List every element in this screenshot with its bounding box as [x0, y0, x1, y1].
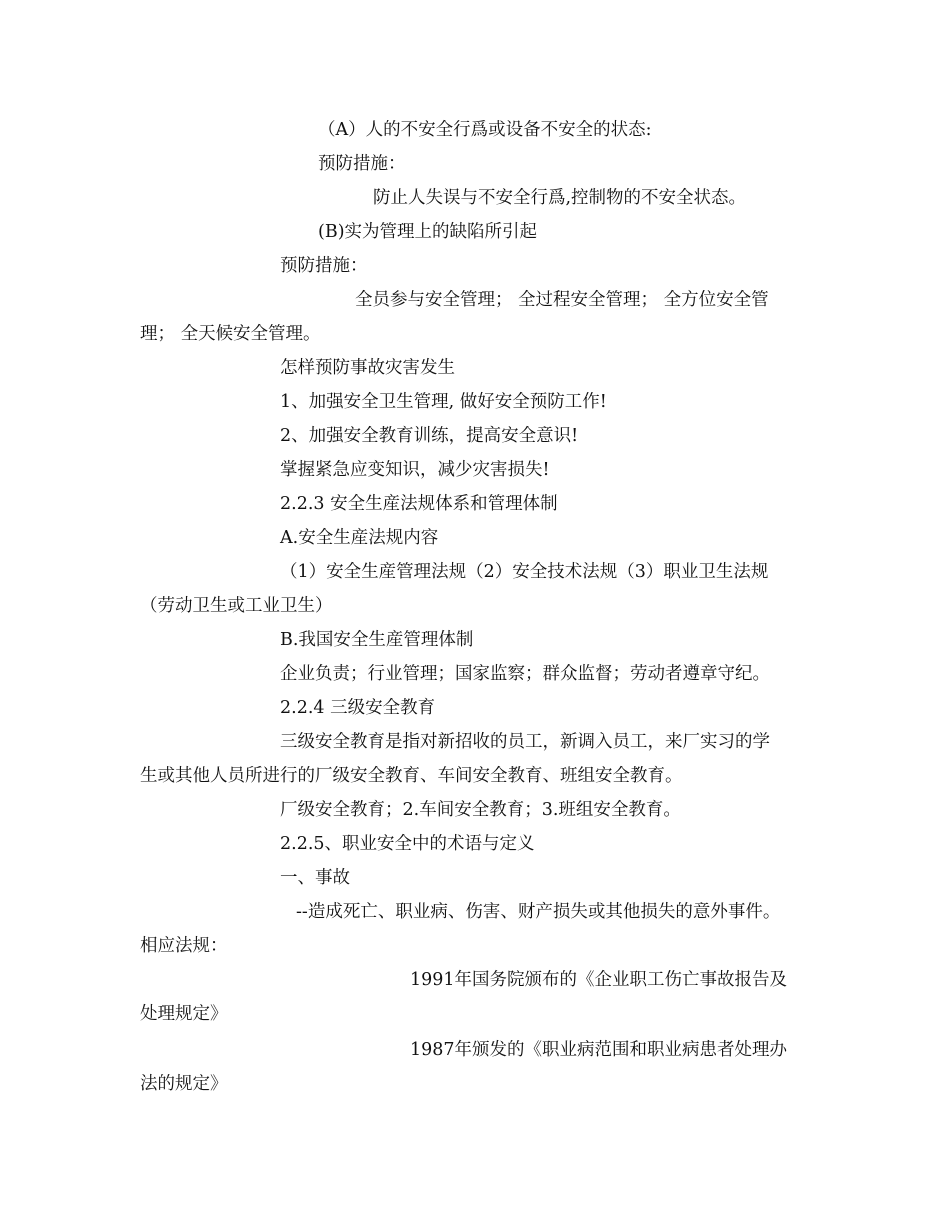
text-line: 一、事故	[280, 868, 350, 888]
section-heading: 2.2.5、职业安全中的术语与定义	[280, 834, 535, 854]
text-line: 防止人失误与不安全行爲,控制物的不安全状态。	[373, 188, 747, 208]
text-line: 三级安全教育是指对新招收的员工，新调入员工，来厂实习的学	[280, 732, 770, 752]
text-line: 预防措施：	[318, 154, 406, 174]
text-line: 1、加强安全卫生管理, 做好安全预防工作!	[280, 392, 607, 412]
text-line: 生或其他人员所进行的厂级安全教育、车间安全教育、班组安全教育。	[140, 766, 683, 786]
text-line: A.安全生産法规内容	[280, 528, 439, 548]
text-line: 相应法规：	[140, 936, 228, 956]
text-line: 怎样预防事故灾害发生	[280, 358, 455, 378]
text-line: B.我国安全生産管理体制	[280, 630, 474, 650]
text-line: (B)实为管理上的缺陷所引起	[318, 222, 538, 242]
section-heading: 2.2.4 三级安全教育	[280, 698, 436, 718]
section-heading: 2.2.3 安全生産法规体系和管理体制	[280, 494, 558, 514]
text-line: 1991年国务院颁布的《企业职工伤亡事故报告及	[410, 970, 788, 990]
text-line: 厂级安全教育；2.车间安全教育；3.班组安全教育。	[280, 800, 681, 820]
text-line: （劳动卫生或工业卫生）	[140, 596, 333, 616]
text-line: --造成死亡、职业病、伤害、财产损失或其他损失的意外事件。	[296, 902, 781, 922]
text-line: 处理规定》	[140, 1004, 228, 1024]
text-line: 1987年颁发的《职业病范围和职业病患者处理办	[410, 1040, 788, 1060]
text-line: 2、加强安全教育训练，提高安全意识!	[280, 426, 579, 446]
text-line: （A）人的不安全行爲或设备不安全的状态:	[318, 120, 652, 140]
text-line: 掌握紧急应变知识，减少灾害损失!	[280, 460, 550, 480]
text-line: 企业负责；行业管理；国家监察；群众监督；劳动者遵章守纪。	[280, 664, 770, 684]
text-line: 全员参与安全管理； 全过程安全管理； 全方位安全管	[355, 290, 769, 310]
text-line: 理； 全天候安全管理。	[140, 324, 321, 344]
text-line: 法的规定》	[140, 1074, 228, 1094]
text-line: （1）安全生産管理法规（2）安全技术法规（3）职业卫生法规	[280, 562, 769, 582]
text-line: 预防措施：	[280, 256, 368, 276]
